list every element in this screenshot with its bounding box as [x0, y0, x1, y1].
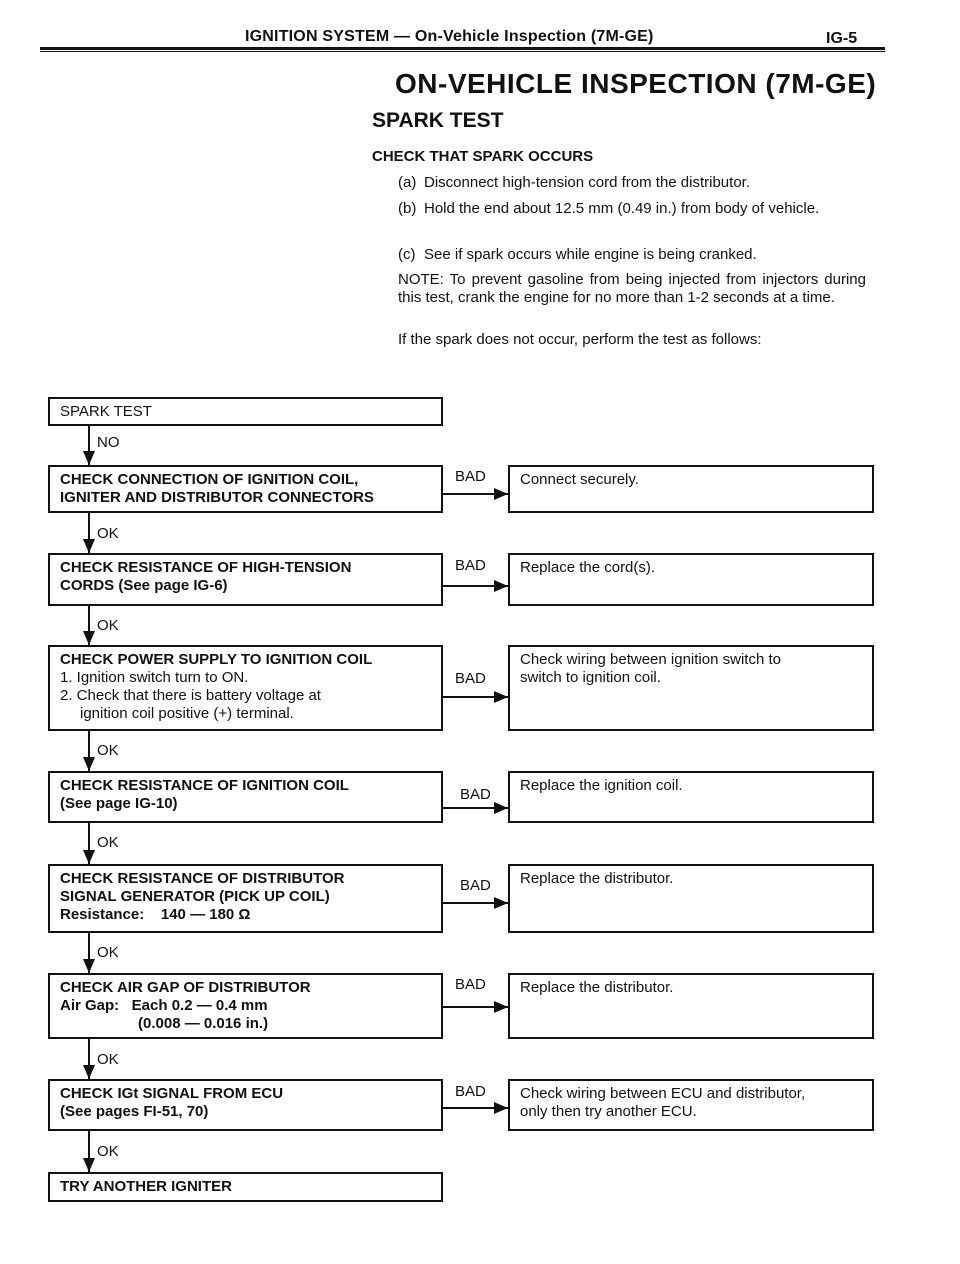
remedy-box: [508, 1079, 874, 1131]
remedy-line: Replace the distributor.: [520, 870, 674, 887]
step-label: (b): [398, 200, 417, 217]
ok-label: OK: [97, 742, 119, 759]
bad-label: BAD: [455, 670, 486, 687]
flow-start-text: SPARK TEST: [60, 403, 152, 420]
check-box-connectors: [48, 465, 443, 513]
check-line: CHECK RESISTANCE OF HIGH-TENSION: [60, 559, 352, 576]
check-box-power-supply: [48, 645, 443, 731]
ok-label: OK: [97, 834, 119, 851]
step-text: Hold the end about 12.5 mm (0.49 in.) from body of vehicle.: [424, 200, 820, 217]
remedy-box: [508, 973, 874, 1039]
remedy-line: Replace the distributor.: [520, 979, 674, 996]
remedy-line: Replace the ignition coil.: [520, 777, 683, 794]
remedy-line: Check wiring between ECU and distributor,: [520, 1085, 806, 1102]
page-code: IG-5: [826, 30, 858, 47]
ok-label: OK: [97, 525, 119, 542]
bad-label: BAD: [460, 786, 491, 803]
running-title: IGNITION SYSTEM — On-Vehicle Inspection (7M-GE): [245, 28, 654, 45]
remedy-line: Check wiring between ignition switch to: [520, 651, 781, 668]
remedy-line: Replace the cord(s).: [520, 559, 656, 576]
check-line: Resistance: 140 — 180 Ω: [60, 906, 251, 923]
check-line: 1. Ignition switch turn to ON.: [60, 669, 249, 686]
bad-label: BAD: [460, 877, 491, 894]
bad-label: BAD: [455, 468, 486, 485]
flow-start-box: [48, 397, 443, 426]
check-box-high-tension: [48, 553, 443, 606]
check-box-igt-signal: [48, 1079, 443, 1131]
remedy-box: [508, 465, 874, 513]
remedy-line: Connect securely.: [520, 471, 639, 488]
check-line: CHECK AIR GAP OF DISTRIBUTOR: [60, 979, 311, 996]
check-line: IGNITER AND DISTRIBUTOR CONNECTORS: [60, 489, 374, 506]
check-line: (See pages FI-51, 70): [60, 1103, 209, 1120]
check-heading: CHECK THAT SPARK OCCURS: [372, 148, 594, 165]
flow-end-box: [48, 1172, 443, 1202]
ok-label: OK: [97, 1143, 119, 1160]
bad-label: BAD: [455, 557, 486, 574]
check-line: (See page IG-10): [60, 795, 178, 812]
flow-end-text: TRY ANOTHER IGNITER: [60, 1178, 232, 1195]
remedy-line: only then try another ECU.: [520, 1103, 697, 1120]
remedy-box: [508, 864, 874, 933]
remedy-box: [508, 771, 874, 823]
note: NOTE: To prevent gasoline from being injected from injectors during this test, crank the engine for no more than 1-2 seconds at a time.: [398, 271, 866, 306]
ok-label: OK: [97, 1051, 119, 1068]
page-title: ON-VEHICLE INSPECTION (7M-GE): [395, 68, 877, 99]
no-label: NO: [97, 434, 120, 451]
remedy-box: [508, 553, 874, 606]
check-line: CHECK RESISTANCE OF IGNITION COIL: [60, 777, 349, 794]
check-line: ignition coil positive (+) terminal.: [80, 705, 294, 722]
check-line: (0.008 — 0.016 in.): [138, 1015, 269, 1032]
check-line: CORDS (See page IG-6): [60, 577, 228, 594]
remedy-line: switch to ignition coil.: [520, 669, 661, 686]
check-line: CHECK IGt SIGNAL FROM ECU: [60, 1085, 284, 1102]
check-box-signal-generator: [48, 864, 443, 933]
section-title: SPARK TEST: [372, 109, 504, 132]
ok-label: OK: [97, 617, 119, 634]
step-text: Disconnect high-tension cord from the distributor.: [424, 174, 750, 191]
check-line: 2. Check that there is battery voltage at: [60, 687, 321, 704]
check-box-ignition-coil: [48, 771, 443, 823]
step-label: (c): [398, 246, 416, 263]
check-line: CHECK RESISTANCE OF DISTRIBUTOR: [60, 870, 345, 887]
bad-label: BAD: [455, 976, 486, 993]
bad-label: BAD: [455, 1083, 486, 1100]
step-label: (a): [398, 174, 417, 191]
step-text: See if spark occurs while engine is being cranked.: [424, 246, 757, 263]
remedy-box: [508, 645, 874, 731]
instruction: If the spark does not occur, perform the test as follows:: [398, 331, 762, 348]
ok-label: OK: [97, 944, 119, 961]
check-line: SIGNAL GENERATOR (PICK UP COIL): [60, 888, 330, 905]
check-line: Air Gap: Each 0.2 — 0.4 mm: [60, 997, 268, 1014]
check-box-air-gap: [48, 973, 443, 1039]
check-line: CHECK CONNECTION OF IGNITION COIL,: [60, 471, 359, 488]
check-line: CHECK POWER SUPPLY TO IGNITION COIL: [60, 651, 373, 668]
